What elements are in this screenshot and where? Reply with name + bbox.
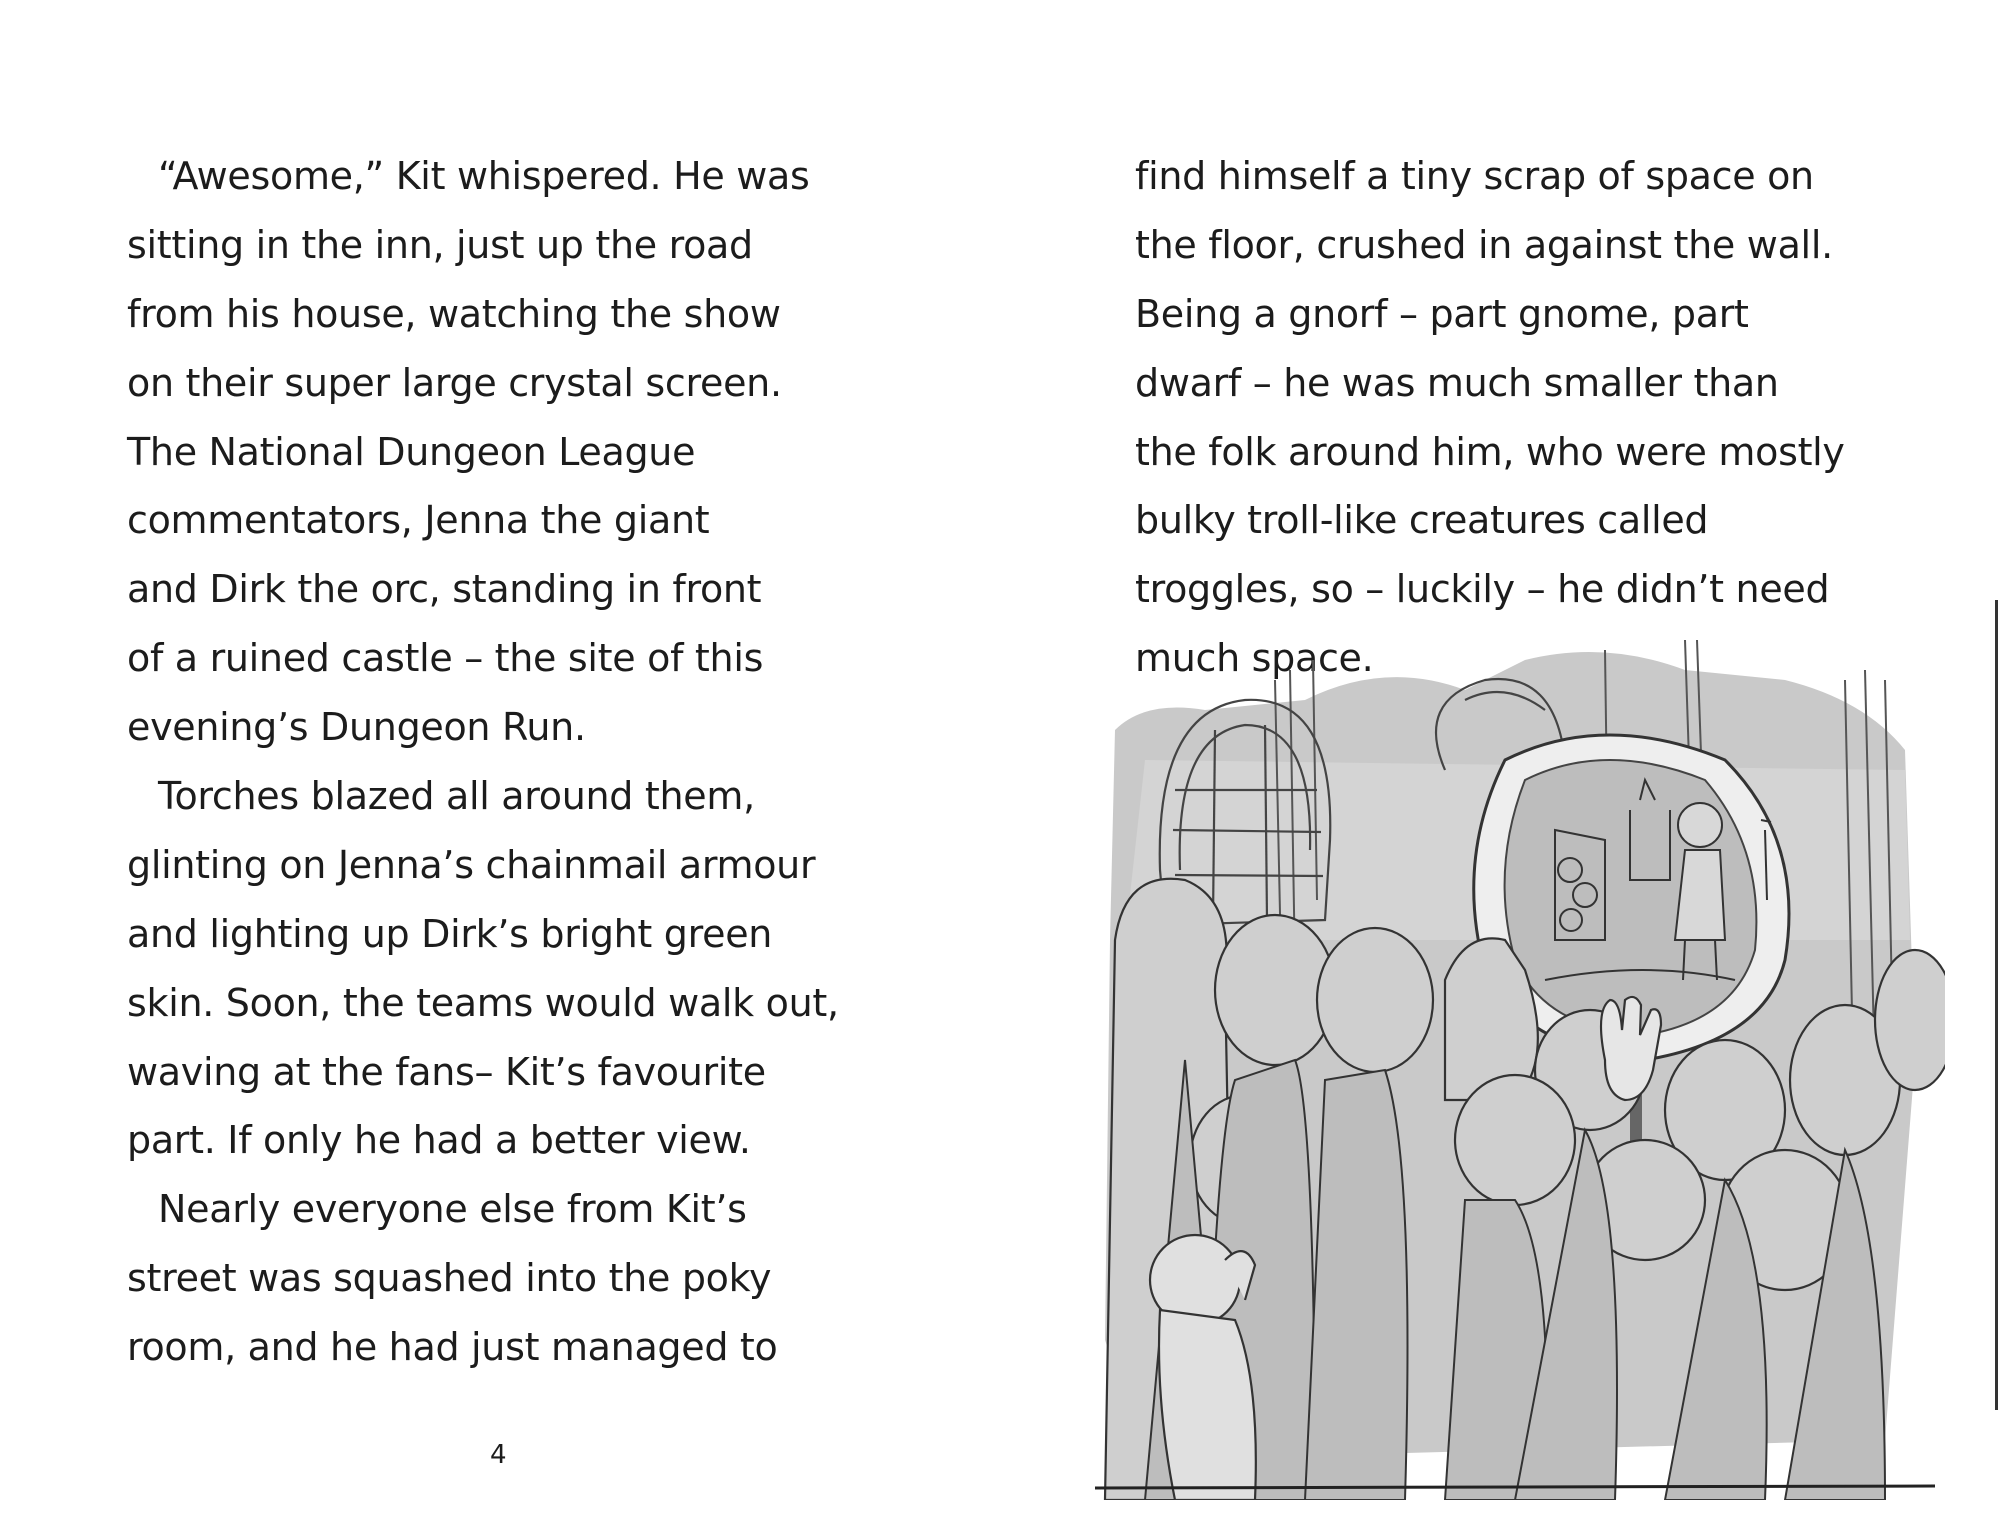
page-number: 4 bbox=[490, 1440, 507, 1470]
text-line: The National Dungeon League bbox=[127, 429, 696, 474]
text-line: of a ruined castle – the site of this bbox=[127, 636, 764, 681]
text-line: glinting on Jenna’s chainmail armour bbox=[127, 842, 816, 887]
text-line: from his house, watching the show bbox=[127, 291, 781, 336]
text-line: find himself a tiny scrap of space on bbox=[1135, 154, 1814, 198]
text-line: skin. Soon, the teams would walk out, bbox=[127, 980, 839, 1025]
text-line: Being a gnorf – part gnome, part bbox=[1135, 291, 1749, 336]
left-page-text bbox=[127, 142, 839, 1382]
text-line: waving at the fans– Kit’s favourite bbox=[127, 1049, 766, 1094]
text-line: the floor, crushed in against the wall. bbox=[1135, 222, 1833, 267]
text-line: the folk around him, who were mostly bbox=[1135, 429, 1845, 474]
text-line: Torches blazed all around them, bbox=[158, 774, 755, 819]
text-line: troggles, so – luckily – he didn’t need bbox=[1135, 567, 1830, 612]
text-line: “Awesome,” Kit whispered. He was bbox=[158, 154, 810, 198]
text-line: bulky troll-like creatures called bbox=[1135, 498, 1709, 543]
text-line: and lighting up Dirk’s bright green bbox=[127, 911, 773, 956]
text-line: much space. bbox=[1135, 636, 1374, 681]
text-line: evening’s Dungeon Run. bbox=[127, 705, 586, 750]
right-page-text bbox=[1135, 142, 1845, 693]
text-line: part. If only he had a better view. bbox=[127, 1118, 751, 1163]
text-line: dwarf – he was much smaller than bbox=[1135, 360, 1779, 405]
text-line: and Dirk the orc, standing in front bbox=[127, 567, 762, 612]
crowd-watching-crystal-screen-illustration bbox=[1085, 640, 1945, 1500]
right-page bbox=[1000, 0, 2000, 1534]
text-line: street was squashed into the poky bbox=[127, 1256, 772, 1301]
page-edge-rule bbox=[1995, 600, 1998, 1410]
text-line: sitting in the inn, just up the road bbox=[127, 222, 753, 267]
text-line: commentators, Jenna the giant bbox=[127, 498, 710, 543]
text-line: on their super large crystal screen. bbox=[127, 360, 782, 405]
text-line: Nearly everyone else from Kit’s bbox=[158, 1187, 747, 1232]
text-line: room, and he had just managed to bbox=[127, 1325, 778, 1370]
